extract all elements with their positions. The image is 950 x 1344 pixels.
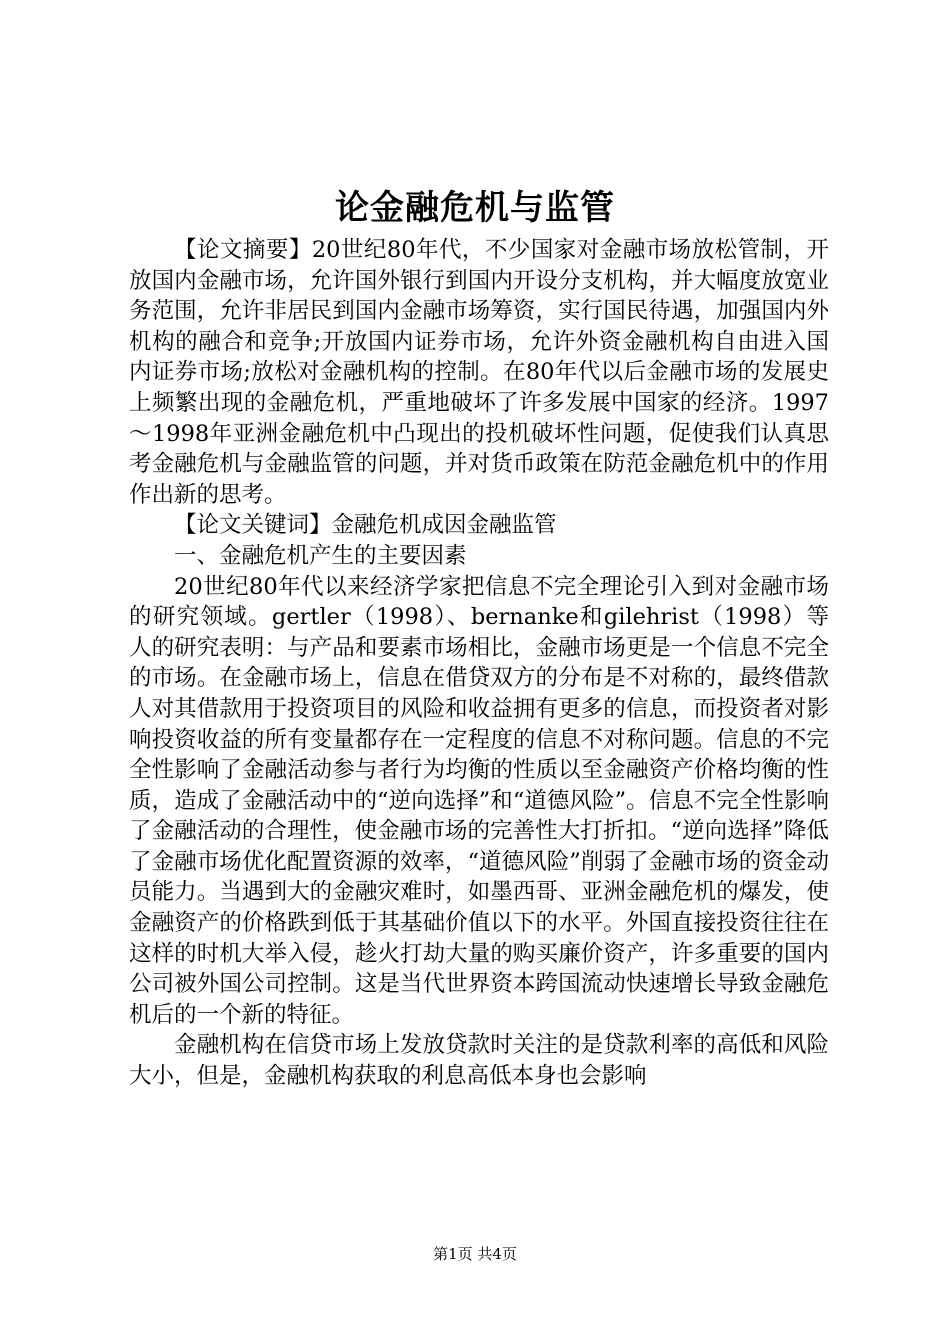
body-paragraph: 金融机构在信贷市场上发放贷款时关注的是贷款利率的高低和风险大小，但是，金融机构获取的利息高低本身也会影响 <box>129 1032 829 1090</box>
body-paragraph: 20世纪80年代以来经济学家把信息不完全理论引入到对金融市场的研究领域。gertler（1998）、bernanke和gilehrist（1998）等人的研究表明：与产品和要素市场相比，金融市场更是一个信息不完全的市场。在金融市场上，信息在借贷双方的分布是不对称的，最终借款人对其借款用于投资项目的风险和收益拥有更多的信息，而投资者对影响投资收益的所有变量都存在一定程度的信息不对称问题。信息的不完全性影响了金融活动参与者行为均衡的性质以至金融资产价格均衡的性质，造成了金融活动中的“逆向选择”和“道德风险”。信息不完全性影响了金融活动的合理性，使金融市场的完善性大打折扣。“逆向选择”降低了金融市场优化配置资源的效率，“道德风险”削弱了金融市场的资金动员能力。当遇到大的金融灾难时，如墨西哥、亚洲金融危机的爆发，使金融资产的价格跌到低于其基础价值以下的水平。外国直接投资往往在这样的时机大举入侵，趁火打劫大量的购买廉价资产，许多重要的国内公司被外国公司控制。这是当代世界资本跨国流动快速增长导致金融危机后的一个新的特征。 <box>129 573 829 1028</box>
keywords-paragraph: 【论文关键词】金融危机成因金融监管 <box>174 512 557 539</box>
section-heading: 一、金融危机产生的主要因素 <box>174 542 467 569</box>
abstract-paragraph: 【论文摘要】20世纪80年代，不少国家对金融市场放松管制，开放国内金融市场，允许国外银行到国内开设分支机构，并大幅度放宽业务范围，允许非居民到国内金融市场筹资，实行国民待遇，加强国内外机构的融合和竞争;开放国内证券市场，允许外资金融机构自由进入国内证券市场;放松对金融机构的控制。在80年代以后金融市场的发展史上频繁出现的金融危机，严重地破坏了许多发展中国家的经济。1997～1998年亚洲金融危机中凸现出的投机破坏性问题，促使我们认真思考金融危机与金融监管的问题，并对货币政策在防范金融危机中的作用作出新的思考。 <box>129 237 829 508</box>
page-number: 第1页 共4页 <box>433 1245 517 1263</box>
document-body <box>129 235 829 1092</box>
document-title: 论金融危机与监管 <box>335 188 615 228</box>
